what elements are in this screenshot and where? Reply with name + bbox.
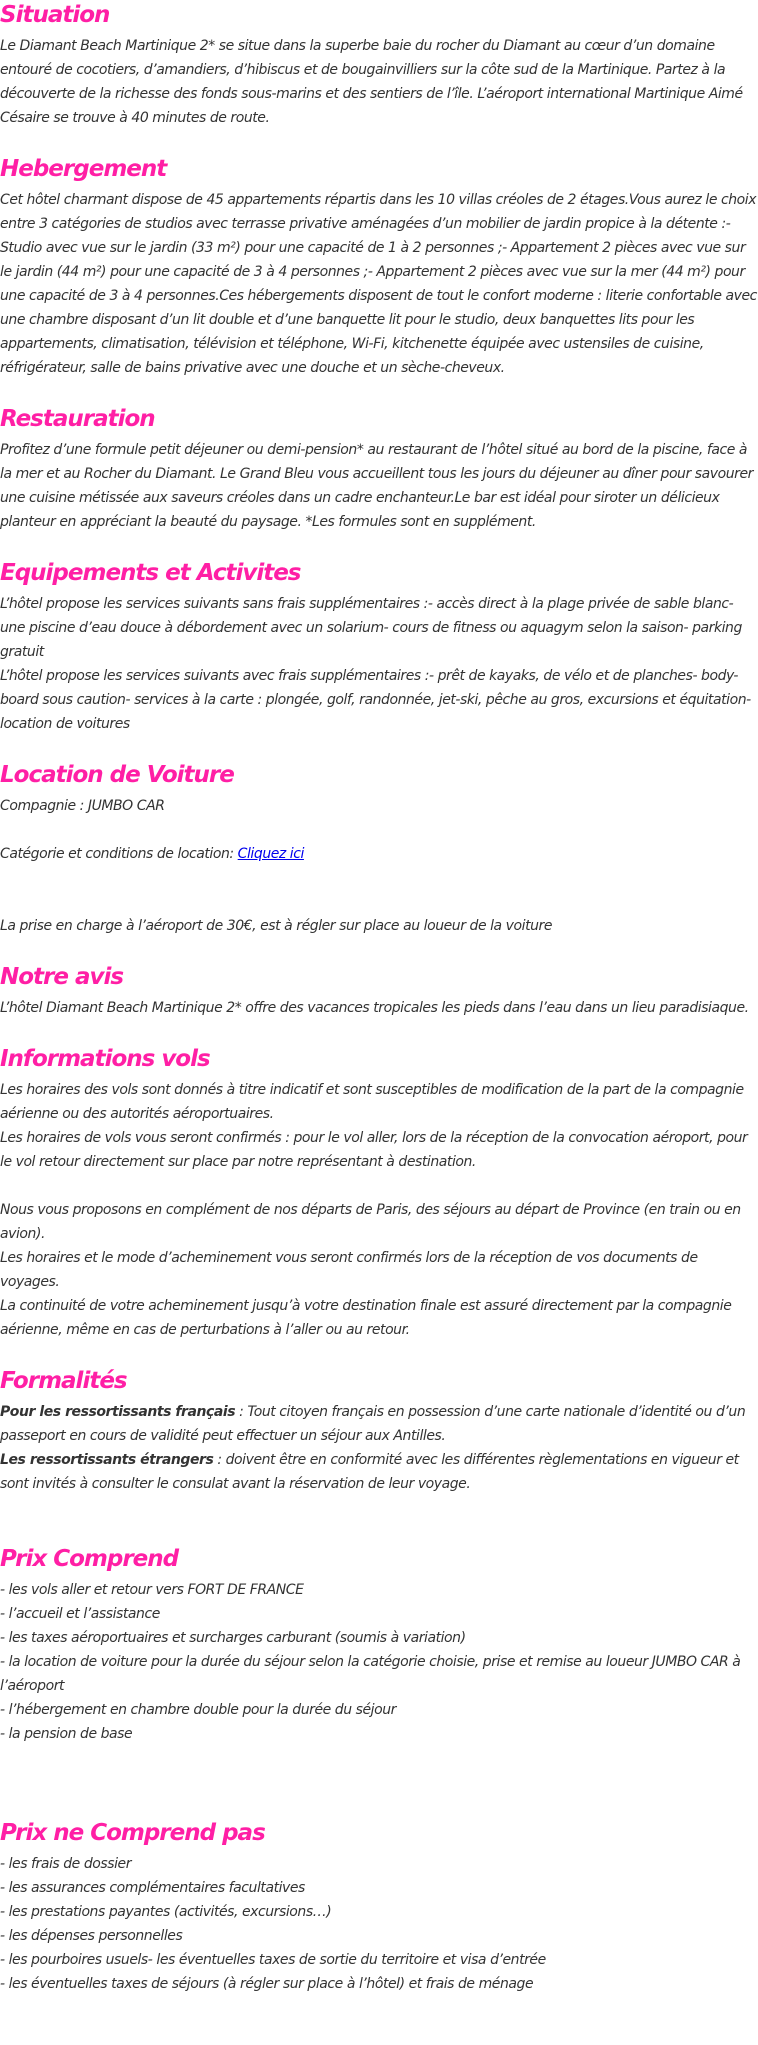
section-restauration	[0, 404, 758, 534]
list-item: - l’accueil et l’assistance	[0, 1606, 160, 1622]
formalites-etrangers	[0, 1448, 758, 1496]
location-categorie	[0, 842, 758, 866]
formalites-francais-text: : Tout citoyen français en possession d’une carte nationale d’identité ou d’un passeport en cours de validité peut effectuer un séjour aux Antilles.	[0, 1404, 746, 1444]
formalites-francais-label: Pour les ressortissants français	[0, 1404, 236, 1420]
hebergement-title: Hebergement	[0, 156, 167, 182]
location-title: Location de Voiture	[0, 762, 234, 788]
list-item: - les pourboires usuels- les éventuelles taxes de sortie du territoire et visa d’entrée	[0, 1952, 546, 1968]
formalites-etrangers-text: : doivent être en conformité avec les différentes règlementations en vigueur et sont invités à consulter le consulat avant la réservation de leur voyage.	[0, 1452, 739, 1492]
section-equipements	[0, 558, 758, 736]
prix-ne-comprend-title: Prix ne Comprend pas	[0, 1820, 265, 1846]
vols-text-indicatif: Les horaires des vols sont donnés à titre indicatif et sont susceptibles de modification de la part de la compagnie aérienne ou des autorités aéroportuaires.	[0, 1082, 744, 1122]
restauration-text: Profitez d’une formule petit déjeuner ou demi-pension* au restaurant de l’hôtel situé au bord de la piscine, face à la mer et au Rocher du Diamant. Le Grand Bleu vous accueillent tous les jours du déjeuner au dîner pour savourer une cuisine métissée aux saveurs créoles dans un cadre enchanteur.Le bar est idéal pour siroter un délicieux planteur en appréciant la beauté du paysage. *Les formules sont en supplément.	[0, 442, 753, 530]
section-informations-vols	[0, 1044, 758, 1342]
vols-text-continuite: La continuité de votre acheminement jusqu’à votre destination finale est assuré directement par la compagnie aérienne, même en cas de perturbations à l’aller ou au retour.	[0, 1298, 732, 1338]
location-compagnie: Compagnie : JUMBO CAR	[0, 798, 165, 814]
equipements-text-paid: L’hôtel propose les services suivants avec frais supplémentaires :- prêt de kayaks, de vélo et de planches- body-board sous caution- services à la carte : plongée, golf, randonnée, jet-ski, pêche au gros, excursions et équitation- location de voitures	[0, 668, 751, 732]
location-prise-en-charge: La prise en charge à l’aéroport de 30€, est à régler sur place au loueur de la voiture	[0, 918, 553, 934]
list-item: - la location de voiture pour la durée du séjour selon la catégorie choisie, prise et remise au loueur JUMBO CAR à l’aéroport	[0, 1654, 741, 1694]
vols-title: Informations vols	[0, 1046, 210, 1072]
section-hebergement	[0, 154, 758, 380]
formalites-francais	[0, 1400, 758, 1448]
prix-comprend-title: Prix Comprend	[0, 1546, 179, 1572]
hebergement-text: Cet hôtel charmant dispose de 45 appartements répartis dans les 10 villas créoles de 2 étages.Vous aurez le choix entre 3 catégories de studios avec terrasse privative aménagées d’un mobilier de jardin propice à la détente :- Studio avec vue sur le jardin (33 m²) pour une capacité de 1 à 2 personnes ;- Appartement 2 pièces avec vue sur le jardin (44 m²) pour une capacité de 3 à 4 personnes ;- Appartement 2 pièces avec vue sur la mer (44 m²) pour une capacité de 3 à 4 personnes.Ces hébergements disposent de tout le confort moderne : literie confortable avec une chambre disposant d’un lit double et d’une banquette lit pour le studio, deux banquettes lits pour les appartements, climatisation, télévision et téléphone, Wi-Fi, kitchenette équipée avec ustensiles de cuisine, réfrigérateur, salle de bains privative avec une douche et un sèche-cheveux.	[0, 192, 757, 376]
section-location-voiture	[0, 760, 758, 938]
vols-text-confirmes: Les horaires de vols vous seront confirmés : pour le vol aller, lors de la réception de la convocation aéroport, pour le vol retour directement sur place par notre représentant à destination.	[0, 1130, 748, 1170]
section-avis	[0, 962, 758, 1020]
section-prix-ne-comprend	[0, 1818, 758, 1996]
equipements-text-free: L’hôtel propose les services suivants sans frais supplémentaires :- accès direct à la plage privée de sable blanc- une piscine d’eau douce à débordement avec un solarium- cours de fitness ou aquagym selon la saison- parking gratuit	[0, 596, 742, 660]
list-item: - les dépenses personnelles	[0, 1928, 183, 1944]
avis-text: L’hôtel Diamant Beach Martinique 2* offre des vacances tropicales les pieds dans l’eau dans un lieu paradisiaque.	[0, 1000, 749, 1016]
location-categorie-label: Catégorie et conditions de location:	[0, 846, 238, 862]
section-situation	[0, 0, 758, 130]
section-prix-comprend	[0, 1544, 758, 1746]
list-item: - l’hébergement en chambre double pour la durée du séjour	[0, 1702, 396, 1718]
formalites-etrangers-label: Les ressortissants étrangers	[0, 1452, 214, 1468]
restauration-title: Restauration	[0, 406, 155, 432]
equipements-title: Equipements et Activites	[0, 560, 301, 586]
situation-title: Situation	[0, 2, 110, 28]
vols-text-acheminement: Les horaires et le mode d’acheminement vous seront confirmés lors de la réception de vos documents de voyages.	[0, 1250, 698, 1290]
list-item: - les éventuelles taxes de séjours (à régler sur place à l’hôtel) et frais de ménage	[0, 1976, 534, 1992]
list-item: - les assurances complémentaires facultatives	[0, 1880, 305, 1896]
avis-title: Notre avis	[0, 964, 124, 990]
situation-text: Le Diamant Beach Martinique 2* se situe dans la superbe baie du rocher du Diamant au cœur d’un domaine entouré de cocotiers, d’amandiers, d’hibiscus et de bougainvilliers sur la côte sud de la Martinique. Partez à la découverte de la richesse des fonds sous-marins et des sentiers de l’île. L’aéroport international Martinique Aimé Césaire se trouve à 40 minutes de route.	[0, 38, 743, 126]
list-item: - la pension de base	[0, 1726, 133, 1742]
list-item: - les vols aller et retour vers FORT DE FRANCE	[0, 1582, 304, 1598]
list-item: - les frais de dossier	[0, 1856, 131, 1872]
cliquez-ici-link[interactable]: Cliquez ici	[237, 846, 304, 862]
vols-text-province: Nous vous proposons en complément de nos départs de Paris, des séjours au départ de Province (en train ou en avion).	[0, 1202, 741, 1242]
formalites-title: Formalités	[0, 1368, 127, 1394]
list-item: - les taxes aéroportuaires et surcharges carburant (soumis à variation)	[0, 1630, 466, 1646]
section-formalites	[0, 1366, 758, 1496]
list-item: - les prestations payantes (activités, excursions…)	[0, 1904, 332, 1920]
